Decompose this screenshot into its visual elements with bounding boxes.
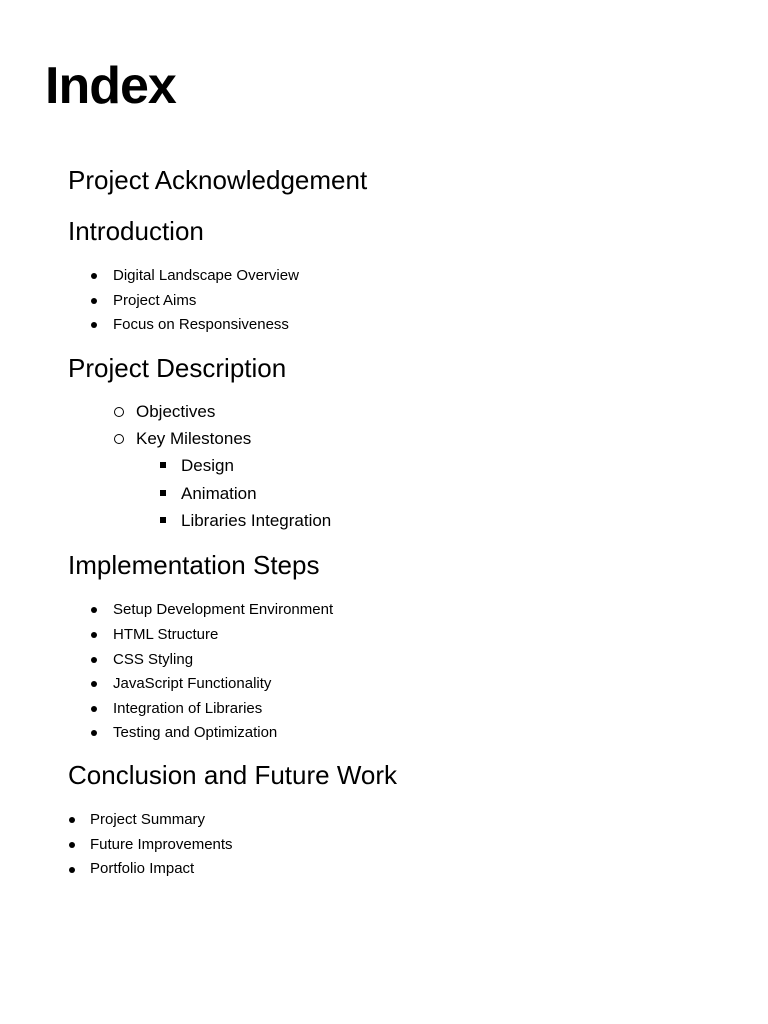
heading-project-acknowledgement: Project Acknowledgement xyxy=(68,165,368,195)
bullet-circle-icon xyxy=(114,407,124,417)
bullet-disc-icon xyxy=(91,298,97,304)
list-item-setup-development-environment: Setup Development Environment xyxy=(113,601,334,618)
heading-implementation-steps: Implementation Steps xyxy=(68,550,320,580)
bullet-disc-icon xyxy=(91,657,97,663)
list-item-html-structure: HTML Structure xyxy=(113,626,219,643)
list-item-key-milestones: Key Milestones xyxy=(136,429,252,448)
list-item-animation: Animation xyxy=(181,484,257,503)
bullet-disc-icon xyxy=(91,632,97,638)
page-title: Index xyxy=(45,57,176,115)
list-item-testing-and-optimization: Testing and Optimization xyxy=(113,724,278,741)
list-item-css-styling: CSS Styling xyxy=(113,651,194,668)
bullet-disc-icon xyxy=(69,817,75,823)
bullet-disc-icon xyxy=(91,607,97,613)
bullet-disc-icon xyxy=(91,322,97,328)
list-item-portfolio-impact: Portfolio Impact xyxy=(90,860,195,877)
list-item-design: Design xyxy=(181,456,234,475)
list-item-libraries-integration: Libraries Integration xyxy=(181,511,332,530)
list-item-integration-of-libraries: Integration of Libraries xyxy=(113,700,263,717)
bullet-disc-icon xyxy=(69,867,75,873)
bullet-disc-icon xyxy=(69,842,75,848)
bullet-disc-icon xyxy=(91,681,97,687)
bullet-circle-icon xyxy=(114,434,124,444)
heading-project-description: Project Description xyxy=(68,353,287,383)
bullet-square-icon xyxy=(160,517,166,523)
bullet-disc-icon xyxy=(91,730,97,736)
list-item-project-aims: Project Aims xyxy=(113,292,197,309)
list-item-project-summary: Project Summary xyxy=(90,811,206,828)
bullet-square-icon xyxy=(160,462,166,468)
bullet-disc-icon xyxy=(91,706,97,712)
bullet-disc-icon xyxy=(91,273,97,279)
heading-conclusion-and-future-work: Conclusion and Future Work xyxy=(68,760,398,790)
bullet-square-icon xyxy=(160,490,166,496)
heading-introduction: Introduction xyxy=(68,216,204,246)
list-item-javascript-functionality: JavaScript Functionality xyxy=(113,675,272,692)
list-item-digital-landscape-overview: Digital Landscape Overview xyxy=(113,267,299,284)
list-item-future-improvements: Future Improvements xyxy=(90,836,233,853)
list-item-focus-on-responsiveness: Focus on Responsiveness xyxy=(113,316,289,333)
list-item-objectives: Objectives xyxy=(136,402,216,421)
